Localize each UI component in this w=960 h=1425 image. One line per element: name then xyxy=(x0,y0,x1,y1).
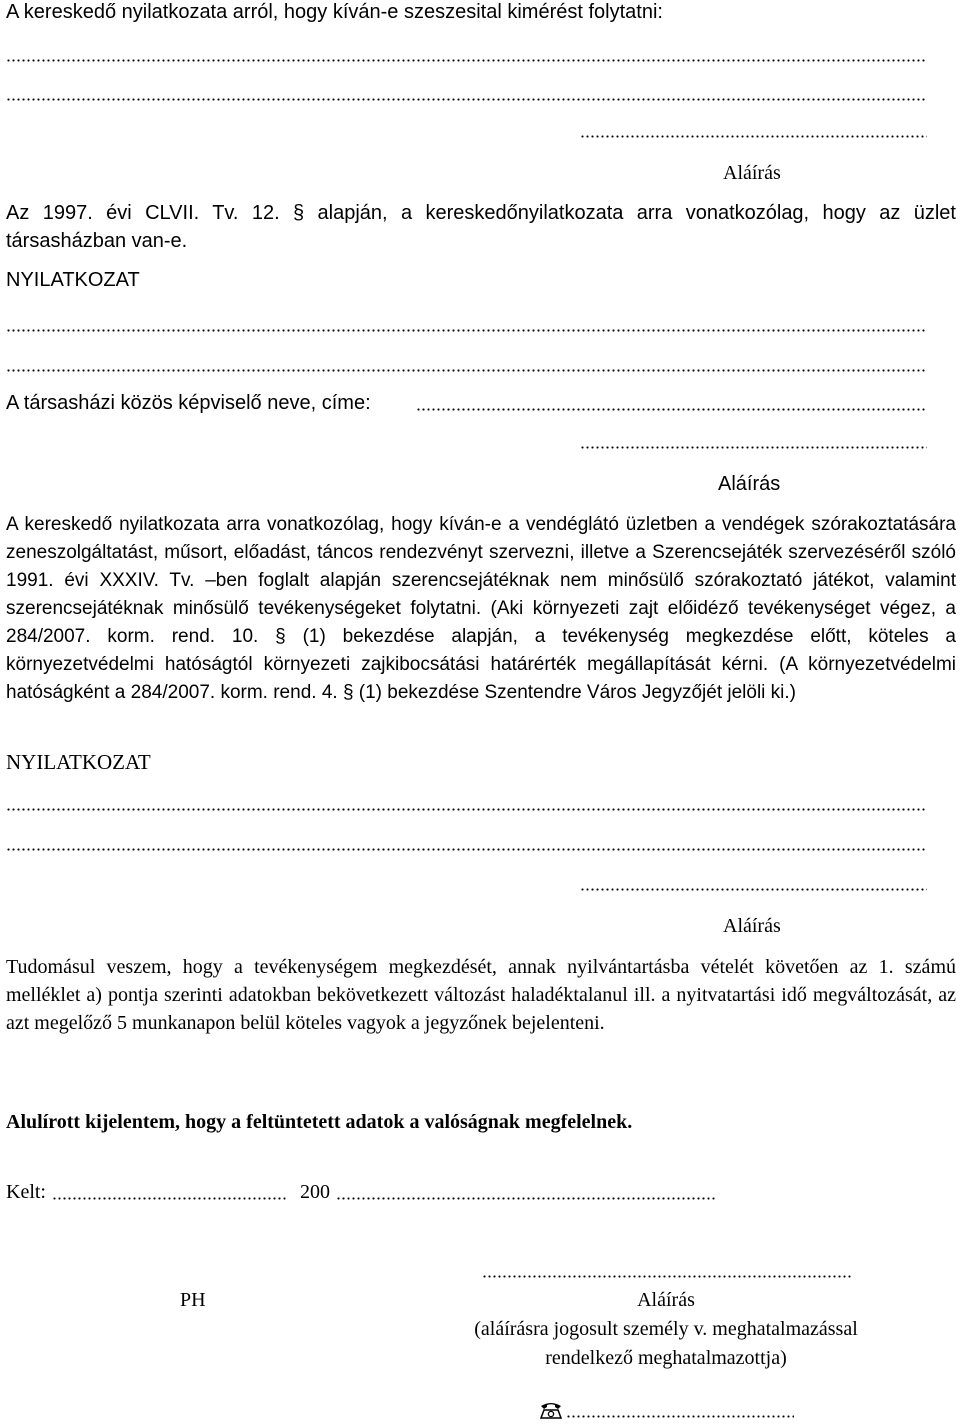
fill-line[interactable] xyxy=(6,848,927,851)
signature-label: Aláírás xyxy=(718,473,781,495)
section2-intro: Az 1997. évi CLVII. Tv. 12. § alapján, a kereskedőnyilatkozata arra vonatkozólag, hogy az üzlet társasházban van-e. xyxy=(6,202,956,252)
section1-heading: A kereskedő nyilatkozata arról, hogy kíván-e szeszesital kimérést folytatni: xyxy=(6,1,663,23)
section2-title: NYILATKOZAT xyxy=(6,269,140,291)
footer-signature-block xyxy=(420,1286,912,1373)
representative-fill-line[interactable] xyxy=(416,408,927,411)
date-fill[interactable] xyxy=(336,1197,716,1200)
signature-label: Aláírás xyxy=(723,915,781,937)
date-label: Kelt: xyxy=(6,1181,46,1203)
date-place-fill[interactable] xyxy=(52,1197,288,1200)
date-year-prefix: 200 xyxy=(300,1181,330,1203)
section3-intro xyxy=(6,511,956,707)
phone-fill-line[interactable] xyxy=(566,1415,794,1418)
stamp-label: PH xyxy=(180,1289,206,1311)
notice-paragraph: Tudomásul veszem, hogy a tevékenységem megkezdését, annak nyilvántartásba vételét követően az 1. számú melléklet a) pontja szerinti adatokban bekövetkezett változást haladéktalanul ill. a nyitvatartási idő megváltozását, az azt megelőző 5 munkanapon belül köteles vagyok a jegyzőnek bejelenteni. xyxy=(6,956,956,1034)
signatory-note: (aláírásra jogosult személy v. meghatalmazással rendelkező meghatalmazottja) xyxy=(474,1318,858,1369)
section3-intro-text: A kereskedő nyilatkozata arra vonatkozólag, hogy kíván-e a vendéglátó üzletben a vendégek szórakoztatására zeneszolgáltatást, műsort, előadást, táncos rendezvényt szervezni, illetve a Szerencsejáték szervezéséről szóló 1991. évi XXXIV. Tv. –ben foglalt alapján szerencsejátéknak nem minősülő szórakoztató játékot, valamint szerencsejátéknak minősülő tevékenységeket folytatni. (Aki környezeti zajt előidéző tevékenységet végez, a 284/2007. korm. rend. 10. § (1) bekezdése alapján, a tevékenység megkezdése előtt, köteles a környezetvédelmi hatóságtól környezeti zajkibocsátási határérték megállapítását kérni. (A környezetvédelmi hatóságként a 284/2007. korm. rend. 4. § (1) bekezdése Szentendre Város Jegyzőjét jelöli ki.) xyxy=(6,514,956,703)
fill-line[interactable] xyxy=(6,98,927,101)
signature-line[interactable] xyxy=(580,446,927,449)
fill-line[interactable] xyxy=(6,329,927,332)
signature-line[interactable] xyxy=(580,135,927,138)
signature-line[interactable] xyxy=(580,888,927,891)
date-line xyxy=(6,1182,46,1202)
signature-label: Aláírás xyxy=(723,162,781,184)
footer-signature-line[interactable] xyxy=(482,1275,852,1278)
section3-title: NYILATKOZAT xyxy=(6,750,151,774)
telephone-icon xyxy=(538,1400,564,1420)
fill-line[interactable] xyxy=(6,369,927,372)
fill-line[interactable] xyxy=(6,59,927,62)
declaration: Alulírott kijelentem, hogy a feltüntetett adatok a valóságnak megfelelnek. xyxy=(6,1111,633,1133)
representative-label: A társasházi közös képviselő neve, címe: xyxy=(6,392,371,414)
footer-signature-label: Aláírás xyxy=(637,1289,695,1311)
fill-line[interactable] xyxy=(6,808,927,811)
